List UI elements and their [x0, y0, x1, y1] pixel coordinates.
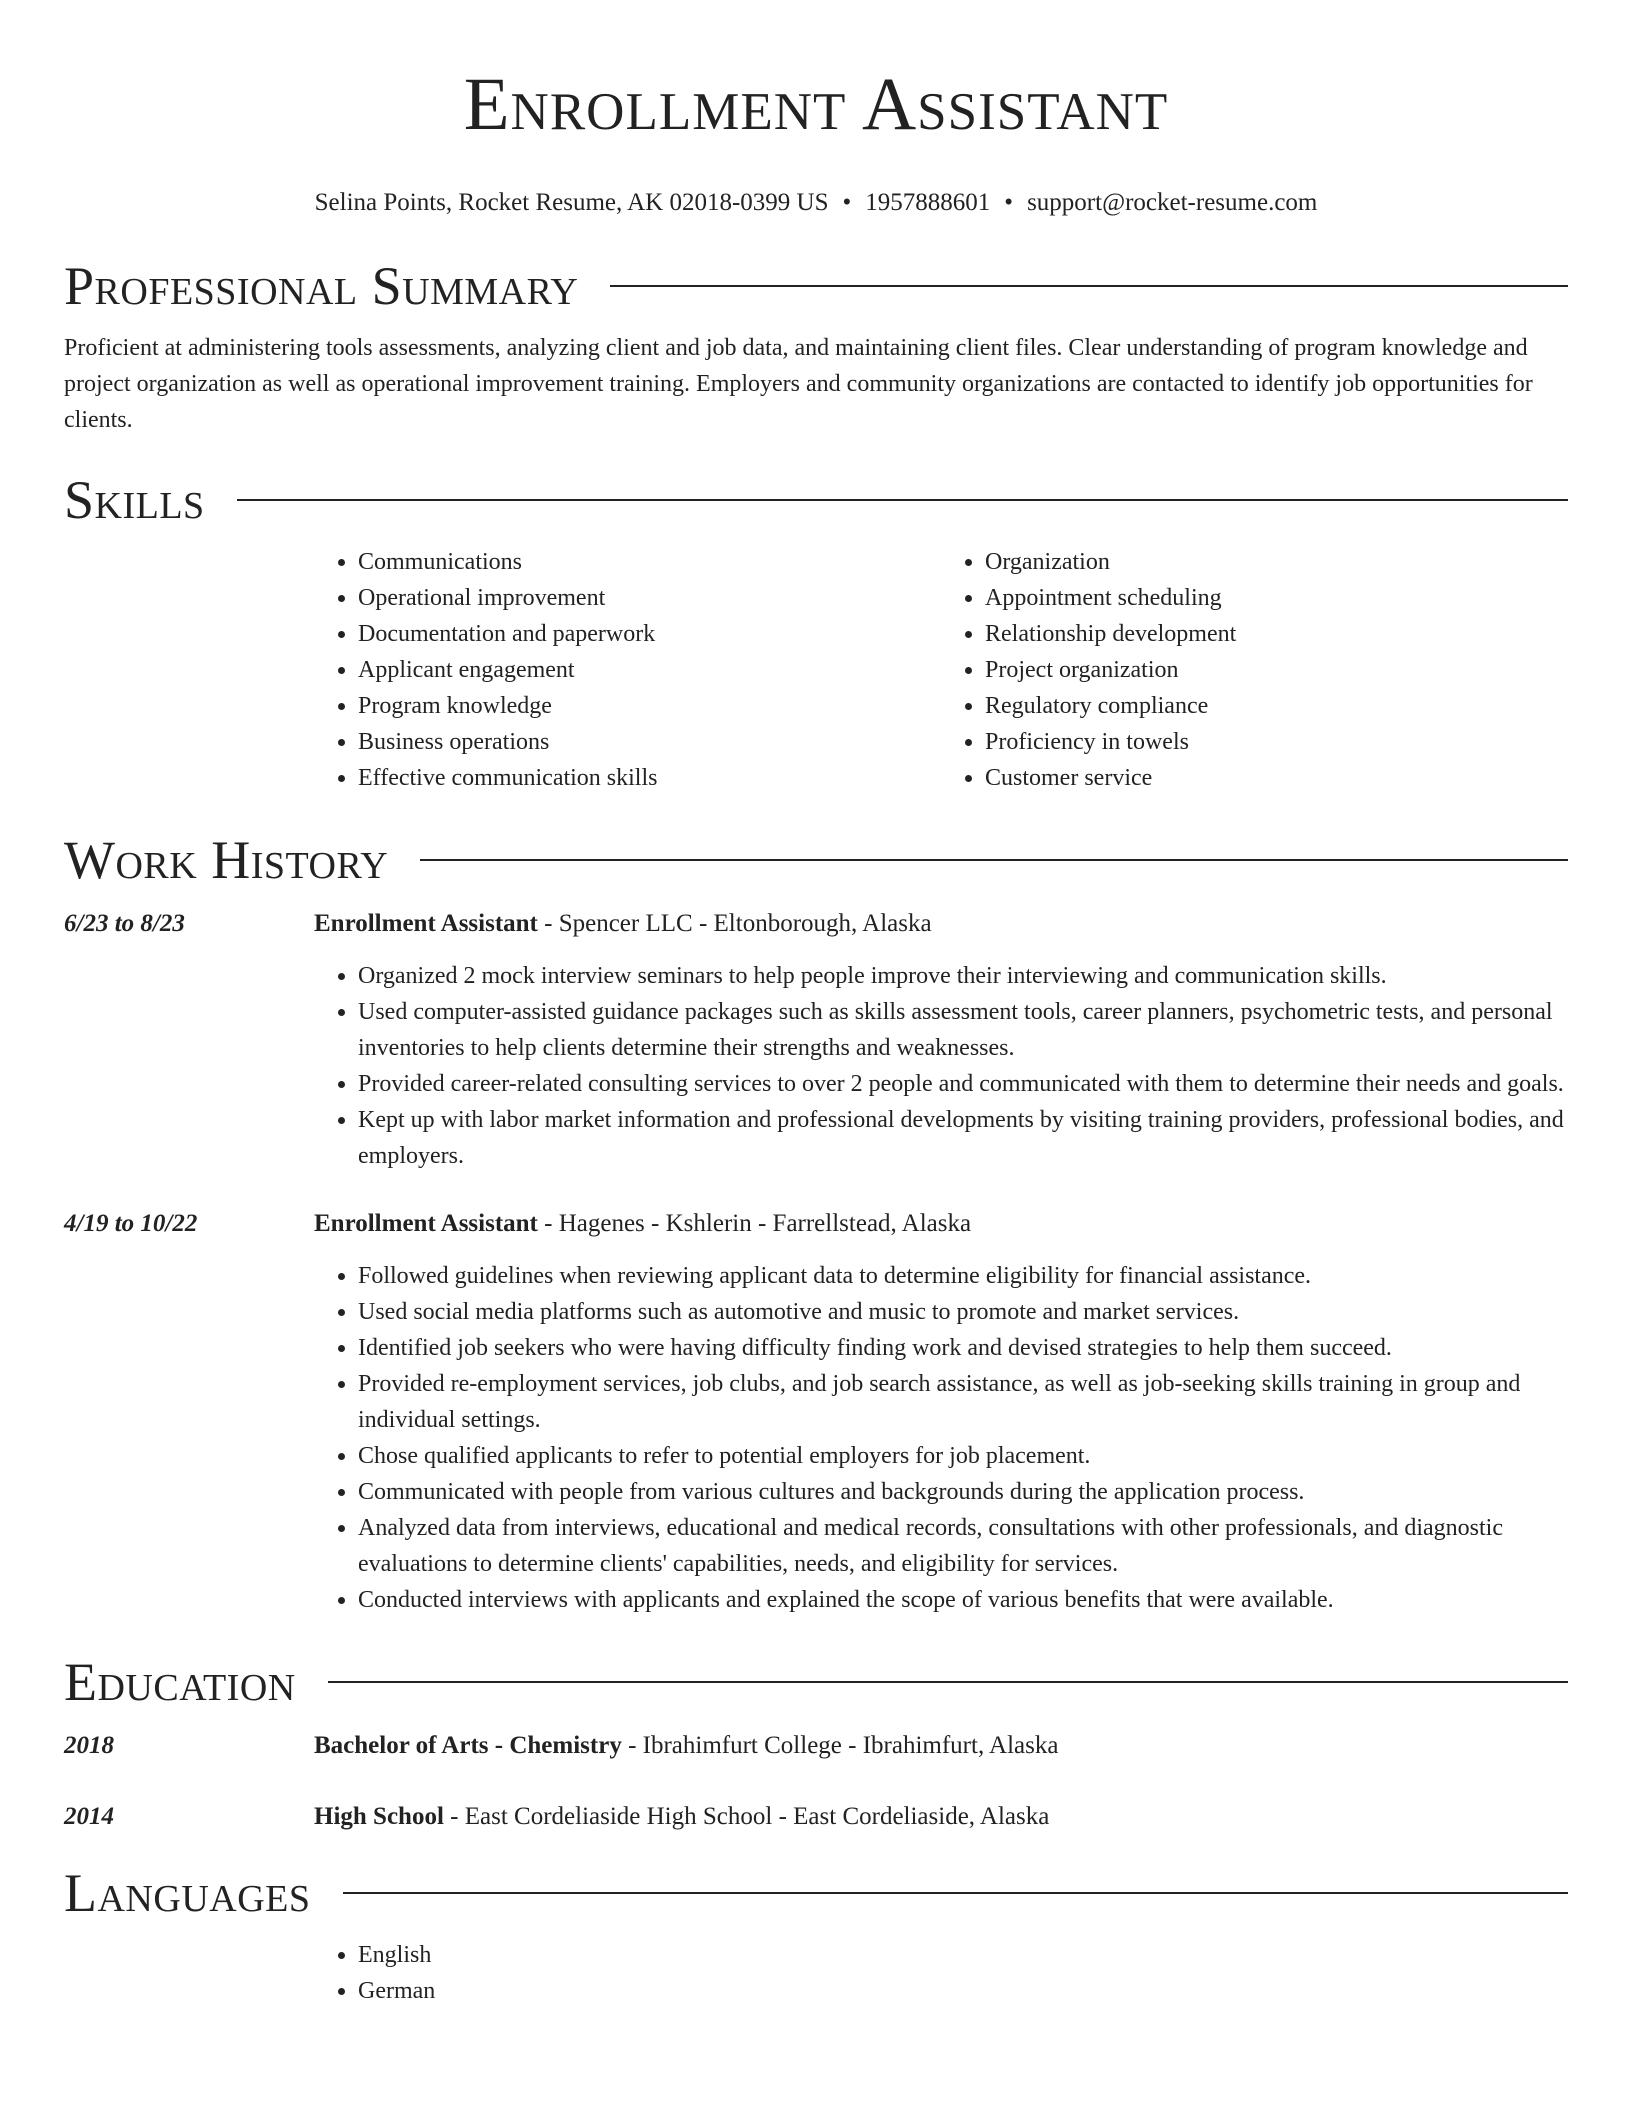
job-header	[64, 1206, 1568, 1242]
skill-item: • Customer service	[985, 760, 1568, 796]
job-bullet: • Kept up with labor market information and professional developments by visiting training providers, professional bodies, and employers.	[358, 1102, 1568, 1174]
skills-list	[314, 544, 1568, 796]
section-divider	[610, 285, 1568, 287]
skill-item: • Effective communication skills	[358, 760, 941, 796]
job-title: Enrollment Assistant	[314, 910, 538, 937]
skill-item: • Program knowledge	[358, 688, 941, 724]
summary-text: Proficient at administering tools assessments, analyzing client and job data, and maintaining client files. Clear understanding of program knowledge and project organization as well as operational improvement training. Employers and community organizations are contacted to identify job opportunities for clients.	[64, 335, 1533, 433]
summary-heading: Professional Summary	[64, 256, 579, 316]
job-entry	[64, 1206, 1568, 1618]
skill-item: • Regulatory compliance	[985, 688, 1568, 724]
resume-name: Enrollment Assistant	[463, 63, 1169, 146]
job-details: - Hagenes - Kshlerin - Farrellstead, Alaska	[537, 1210, 972, 1237]
skills-heading: Skills	[64, 470, 205, 530]
skills-column-left	[314, 544, 941, 796]
job-title-line	[314, 906, 932, 942]
education-year: 2014	[64, 1803, 114, 1830]
section-divider	[420, 859, 1568, 861]
education-section-header	[64, 1650, 1568, 1714]
job-bullet: • Identified job seekers who were having difficulty finding work and devised strategies to help them succeed.	[358, 1330, 1568, 1366]
education-entry	[64, 1728, 1568, 1764]
section-divider	[343, 1892, 1569, 1894]
skill-item: • Business operations	[358, 724, 941, 760]
job-bullet: • Used social media platforms such as automotive and music to promote and market services.	[358, 1294, 1568, 1330]
section-divider	[328, 1681, 1568, 1683]
job-bullet: • Used computer-assisted guidance packages such as skills assessment tools, career planners, psychometric tests, and personal inventories to help clients determine their strengths and weaknesses.	[358, 994, 1568, 1066]
job-bullet: • Communicated with people from various cultures and backgrounds during the application process.	[358, 1474, 1568, 1510]
languages-list	[314, 1937, 1568, 2009]
job-bullet: • Conducted interviews with applicants and explained the scope of various benefits that were available.	[358, 1582, 1568, 1618]
job-bullet: • Followed guidelines when reviewing applicant data to determine eligibility for financial assistance.	[358, 1258, 1568, 1294]
skill-item: • Documentation and paperwork	[358, 616, 941, 652]
contact-phone: 1957888601	[865, 189, 991, 216]
languages-heading: Languages	[64, 1863, 311, 1923]
skill-item: • Operational improvement	[358, 580, 941, 616]
languages-section-header	[64, 1861, 1568, 1925]
language-item: • English	[358, 1937, 1568, 1973]
job-dates: 4/19 to 10/22	[64, 1210, 198, 1237]
skill-item: • Communications	[358, 544, 941, 580]
job-bullet: • Provided career-related consulting services to over 2 people and communicated with them to determine their needs and goals.	[358, 1066, 1568, 1102]
contact-address: Selina Points, Rocket Resume, AK 02018-0399 US	[314, 189, 829, 216]
section-divider	[237, 499, 1568, 501]
job-title-line	[314, 1206, 971, 1242]
job-bullet: • Analyzed data from interviews, educational and medical records, consultations with other professionals, and diagnostic evaluations to determine clients' capabilities, needs, and eligibility for services.	[358, 1510, 1568, 1582]
skill-item: • Project organization	[985, 652, 1568, 688]
skills-column-right	[941, 544, 1568, 796]
education-year: 2018	[64, 1732, 114, 1759]
skills-section-header	[64, 468, 1568, 532]
job-bullet: • Provided re-employment services, job clubs, and job search assistance, as well as job-seeking skills training in group and individual settings.	[358, 1366, 1568, 1438]
education-details: - East Cordeliaside High School - East Cordeliaside, Alaska	[443, 1803, 1050, 1830]
skill-item: • Applicant engagement	[358, 652, 941, 688]
job-bullets	[314, 1258, 1568, 1618]
job-bullets	[314, 958, 1568, 1174]
contact-separator: •	[842, 189, 852, 216]
education-line	[314, 1728, 1058, 1764]
education-heading: Education	[64, 1652, 296, 1712]
contact-separator: •	[1004, 189, 1014, 216]
education-line	[314, 1799, 1049, 1835]
job-entry	[64, 906, 1568, 1174]
job-details: - Spencer LLC - Eltonborough, Alaska	[537, 910, 932, 937]
work-heading: Work History	[64, 830, 389, 890]
work-section-header	[64, 828, 1568, 892]
job-header	[64, 906, 1568, 942]
job-dates: 6/23 to 8/23	[64, 910, 185, 937]
education-details: - Ibrahimfurt College - Ibrahimfurt, Alaska	[621, 1732, 1059, 1759]
skill-item: • Relationship development	[985, 616, 1568, 652]
skill-item: • Proficiency in towels	[985, 724, 1568, 760]
education-degree: High School	[314, 1803, 444, 1830]
skill-item: • Organization	[985, 544, 1568, 580]
contact-line	[64, 188, 1568, 218]
job-title: Enrollment Assistant	[314, 1210, 538, 1237]
job-bullet: • Organized 2 mock interview seminars to help people improve their interviewing and communication skills.	[358, 958, 1568, 994]
education-degree: Bachelor of Arts - Chemistry	[314, 1732, 622, 1759]
job-bullet: • Chose qualified applicants to refer to potential employers for job placement.	[358, 1438, 1568, 1474]
language-item: • German	[358, 1973, 1568, 2009]
summary-section-header	[64, 254, 1568, 318]
education-entry	[64, 1799, 1568, 1835]
skill-item: • Appointment scheduling	[985, 580, 1568, 616]
contact-email: support@rocket-resume.com	[1027, 189, 1318, 216]
